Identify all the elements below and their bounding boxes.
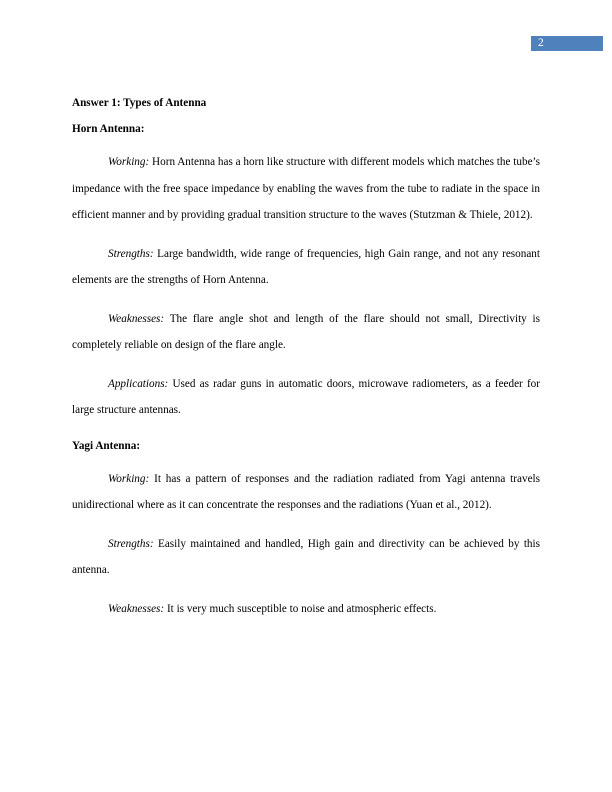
paragraph-horn-applications (72, 371, 540, 424)
text-yagi-strengths: Easily maintained and handled, High gain and directivity can be achieved by this antenna. (72, 537, 540, 576)
page-number: 2 (538, 37, 544, 49)
text-yagi-working: It has a pattern of responses and the radiation radiated from Yagi antenna travels unidirectional where as it can concentrate the responses and the radiations (Yuan et al., 2012). (72, 472, 540, 511)
paragraph-yagi-weaknesses (72, 596, 540, 623)
paragraph-horn-weaknesses (72, 306, 540, 359)
paragraph-yagi-working (72, 466, 540, 519)
page-number-badge (531, 36, 603, 51)
paragraph-horn-working (72, 149, 540, 229)
text-horn-weaknesses: The flare angle shot and length of the flare should not small, Directivity is completely reliable on design of the flare angle. (72, 312, 540, 351)
label-strengths: Strengths: (108, 537, 154, 550)
label-working: Working: (108, 156, 150, 168)
section-heading-horn: Horn Antenna: (72, 123, 145, 135)
label-working: Working: (108, 472, 150, 485)
text-horn-applications: Used as radar guns in automatic doors, microwave radiometers, as a feeder for large structure antennas. (72, 377, 540, 416)
label-weaknesses: Weaknesses: (108, 602, 165, 615)
section-heading-yagi: Yagi Antenna: (72, 439, 141, 452)
page-title: Answer 1: Types of Antenna (72, 97, 207, 109)
label-strengths: Strengths: (108, 247, 154, 260)
text-horn-strengths: Large bandwidth, wide range of frequencies, high Gain range, and not any resonant elements are the strengths of Horn Antenna. (72, 247, 540, 286)
paragraph-yagi-strengths (72, 531, 540, 584)
paragraph-horn-strengths (72, 241, 540, 294)
document-body (72, 95, 540, 622)
text-yagi-weaknesses: It is very much susceptible to noise and atmospheric effects. (164, 602, 437, 615)
label-applications: Applications: (108, 377, 169, 390)
text-horn-working: Horn Antenna has a horn like structure with different models which matches the tube’s impedance with the free space impedance by enabling the waves from the tube to radiate in the space in efficient manner and by providing gradual transition structure to the waves (Stutzman & Thiele, 2012). (72, 156, 540, 221)
label-weaknesses: Weaknesses: (108, 312, 165, 325)
